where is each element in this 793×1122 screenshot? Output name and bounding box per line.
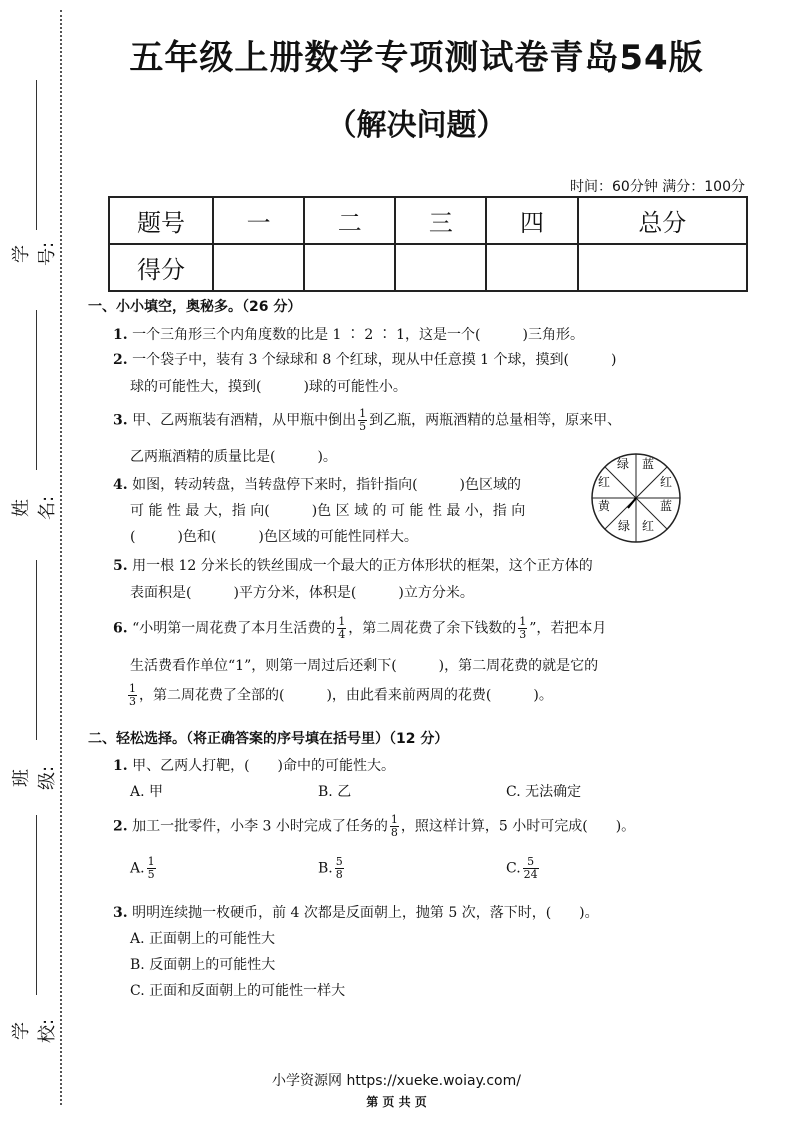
wheel-label: 蓝 (660, 499, 673, 513)
score-table-header-row (109, 197, 747, 244)
school-label: 学校: (11, 1018, 58, 1044)
question-1-1 (113, 324, 584, 344)
question-text: 加工一批零件，小李 3 小时完成了任务的 (132, 818, 388, 835)
score-row-label: 得分 (109, 244, 213, 291)
question-number: 2. (113, 818, 128, 835)
spinner-wheel (590, 452, 682, 544)
question-1-4 (113, 474, 521, 494)
question-text: 到乙瓶，两瓶酒精的总量相等，原来甲、 (369, 412, 622, 429)
score-header-cell: 四 (486, 197, 577, 244)
question-1-2-cont: 球的可能性大，摸到( )球的可能性小。 (130, 379, 407, 395)
question-number: 1. (113, 327, 128, 343)
fraction-5-8: $\frac{5}{8}$ (335, 855, 343, 881)
score-header-cell: 总分 (578, 197, 747, 244)
score-table-score-row (109, 244, 747, 291)
question-number: 5. (113, 558, 128, 574)
wheel-label: 绿 (618, 519, 631, 533)
question-text: “小明第一周花费了本月生活费的 (132, 620, 336, 637)
wheel-label: 绿 (617, 457, 630, 471)
option-2-2-c: C. $\frac{5}{24}$ (506, 855, 538, 881)
option-2-3-c: C. 正面和反面朝上的可能性一样大 (130, 983, 346, 999)
question-1-6 (113, 616, 606, 641)
question-number: 3. (113, 412, 128, 429)
question-text: ，照这样计算，5 小时可完成( )。 (400, 818, 636, 835)
question-text: 如图，转动转盘，当转盘停下来时，指针指向( )色区域的 (132, 477, 522, 493)
question-text: 明明连续抛一枚硬币，前 4 次都是反面朝上，抛第 5 次，落下时，( )。 (132, 905, 599, 921)
footer-source: 小学资源网 https://xueke.woiay.com/ (272, 1073, 521, 1089)
fraction-1-5: $\frac{1}{5}$ (147, 855, 155, 881)
page-title: 五年级上册数学专项测试卷青岛54版 (129, 38, 704, 78)
fraction-1-3: $\frac{1}{3}$ (129, 682, 136, 708)
name-line (36, 310, 37, 470)
option-2-3-a: A. 正面朝上的可能性大 (130, 931, 276, 947)
option-2-2-a: A. $\frac{1}{5}$ (130, 855, 155, 881)
question-1-3 (113, 408, 621, 433)
question-1-4-cont2: ( )色和( )色区域的可能性同样大。 (130, 529, 418, 545)
question-1-2 (113, 349, 616, 369)
wheel-label: 红 (660, 475, 673, 489)
option-2-3-b: B. 反面朝上的可能性大 (130, 957, 276, 973)
fraction-5-24: $\frac{5}{24}$ (523, 855, 538, 881)
name-label: 姓名: (11, 495, 58, 521)
fraction-1-4: $\frac{1}{4}$ (338, 615, 346, 641)
option-2-1-b: B. 乙 (318, 784, 352, 800)
wheel-label: 红 (642, 519, 655, 533)
class-line (36, 560, 37, 740)
question-1-4-cont: 可 能 性 最 大，指 向( )色 区 域 的 可 能 性 最 小，指 向 (130, 503, 526, 519)
wheel-label: 蓝 (642, 457, 655, 471)
score-cell[interactable] (395, 244, 486, 291)
question-text: 一个三角形三个内角度数的比是 1 ∶ 2 ∶ 1，这是一个( )三角形。 (132, 327, 584, 343)
question-text: ，第二周花费了余下钱数的 (348, 620, 517, 637)
question-text: 一个袋子中，装有 3 个绿球和 8 个红球，现从中任意摸 1 个球，摸到( ) (132, 352, 617, 368)
question-1-6-cont2 (126, 683, 553, 708)
question-number: 2. (113, 352, 128, 368)
question-text: ”，若把本月 (529, 620, 607, 637)
question-number: 3. (113, 905, 128, 921)
footer-page: 第 页 共 页 (366, 1095, 427, 1109)
wheel-label: 红 (598, 475, 611, 489)
option-2-1-a: A. 甲 (130, 784, 164, 800)
question-text: 甲、乙两人打靶，( )命中的可能性大。 (132, 758, 396, 774)
question-text: 甲、乙两瓶装有酒精，从甲瓶中倒出 (132, 412, 357, 429)
page-subtitle: （解决问题） (326, 108, 507, 143)
question-2-2 (113, 814, 635, 839)
question-1-5 (113, 555, 593, 575)
question-text: ，第二周花费了全部的( )，由此看来前两周的花费( )。 (139, 687, 553, 704)
section-1-heading: 一、小小填空，奥秘多。（26 分） (88, 299, 302, 315)
score-cell[interactable] (304, 244, 395, 291)
fraction-1-3: $\frac{1}{3}$ (519, 615, 527, 641)
fraction-1-5: $\frac{1}{5}$ (359, 407, 367, 433)
time-score-info: 时间：60分钟 满分：100分 (570, 179, 745, 195)
question-number: 4. (113, 477, 128, 493)
question-number: 6. (113, 620, 128, 637)
score-cell[interactable] (213, 244, 304, 291)
question-text: 用一根 12 分米长的铁丝围成一个最大的正方体形状的框架，这个正方体的 (132, 558, 593, 574)
score-cell[interactable] (486, 244, 577, 291)
score-header-cell: 二 (304, 197, 395, 244)
option-2-2-b: B. $\frac{5}{8}$ (318, 855, 343, 881)
question-1-3-cont: 乙两瓶酒精的质量比是( )。 (130, 449, 337, 465)
option-2-1-c: C. 无法确定 (506, 784, 582, 800)
score-header-cell: 一 (213, 197, 304, 244)
score-table (108, 196, 748, 292)
section-2-heading: 二、轻松选择。（将正确答案的序号填在括号里）（12 分） (88, 731, 449, 747)
score-header-cell: 三 (395, 197, 486, 244)
binding-dotted-line (60, 10, 62, 1105)
student-number-label: 学号: (11, 241, 58, 267)
question-2-1 (113, 755, 395, 775)
fraction-1-8: $\frac{1}{8}$ (390, 813, 398, 839)
school-line (36, 815, 37, 995)
score-cell[interactable] (578, 244, 747, 291)
wheel-label: 黄 (598, 499, 611, 513)
question-1-6-cont: 生活费看作单位“1”，则第一周过后还剩下( )，第二周花费的就是它的 (130, 658, 599, 674)
class-label: 班级: (11, 765, 58, 791)
question-2-3 (113, 902, 599, 922)
question-number: 1. (113, 758, 128, 774)
score-header-cell: 题号 (109, 197, 213, 244)
question-1-5-cont: 表面积是( )平方分米，体积是( )立方分米。 (130, 585, 474, 601)
